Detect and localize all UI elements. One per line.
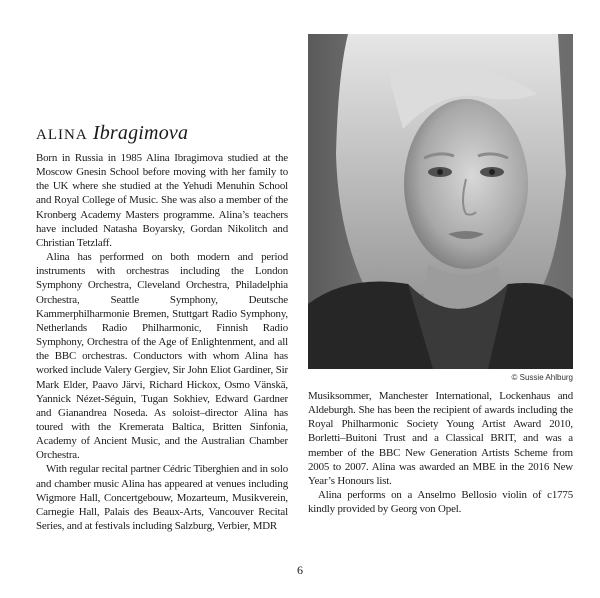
artist-heading (36, 122, 188, 145)
bio-paragraph-5: Alina performs on a Anselmo Bellosio violin of c1775 kindly provided by Georg von Opel. (308, 489, 573, 516)
biography-left-column (36, 151, 288, 533)
bio-paragraph-1: Born in Russia in 1985 Alina Ibragimova studied at the Moscow Gnesin School before moving with her family to the UK where she studied at the Yehudi Menuhin School and Royal College of Music. She was also a member of the Kronberg Academy Masters programme. Alina’s teachers have included Natasha Boyarsky, Gordan Nikolitch and Christian Tetzlaff. (36, 152, 288, 249)
artist-last-name: Ibragimova (92, 122, 189, 144)
photo-credit: © Sussie Ahlburg (511, 373, 573, 382)
bio-paragraph-2: Alina has performed on both modern and period instruments with orchestras including the London Symphony Orchestra, Cleveland Orchestra, Philadelphia Orchestra, Seattle Symphony, Deutsche Kammerphilharmonie Bremen, Stuttgart Radio Symphony, Netherlands Radio Philharmonic, Finnish Radio Symphony, Orchestra of the Age of Enlightenment, and all the BBC orchestras. Conductors with whom Alina has worked include Valery Gergiev, Sir John Eliot Gardiner, Sir Mark Elder, Paavo Järvi, Richard Hickox, Osmo Vänskä, Yannick Nézet-Séguin, Tugan Sokhiev, Edward Gardner and Gianandrea Noseda. As soloist–director Alina has toured with the Kremerata Baltica, Britten Sinfonia, Academy of Ancient Music, and the Australian Chamber Orchestra. (36, 251, 288, 462)
biography-right-column (308, 389, 573, 516)
page-number: 6 (297, 563, 303, 577)
artist-portrait-photo (308, 34, 573, 369)
artist-first-name: ALINA (36, 127, 88, 143)
bio-paragraph-4: Musiksommer, Manchester International, Lockenhaus and Aldeburgh. She has been the recipient of awards including the Royal Philharmonic Society Young Artist Award 2010, Borletti–Buitoni Trust and a Classical BRIT, and was a member of the BBC New Generation Artists Scheme from 2005 to 2007. Alina was awarded an MBE in the 2016 New Year’s Honours list. (308, 390, 573, 487)
bio-paragraph-3: With regular recital partner Cédric Tiberghien and in solo and chamber music Alina has appeared at venues including Wigmore Hall, Concertgebouw, Mozarteum, Musikverein, Carnegie Hall, Palais des Beaux-Arts, Vancouver Recital Series, and at festivals including Salzburg, Verbier, MDR (36, 463, 288, 533)
